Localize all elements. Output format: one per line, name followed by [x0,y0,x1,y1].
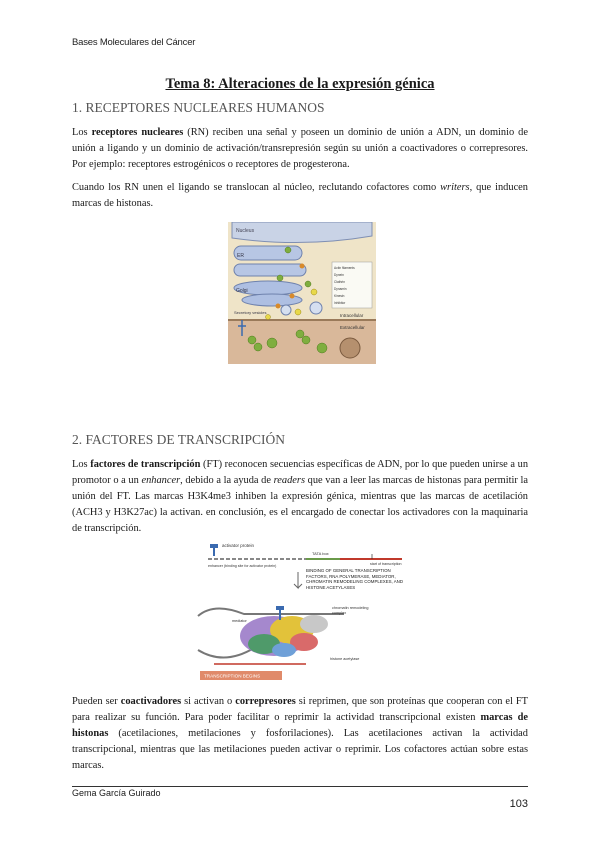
section-2-heading: 2. FACTORES DE TRANSCRIPCIÓN [72,432,286,447]
legend-item: Kinesin [334,294,345,298]
page-title: Tema 8: Alteraciones de la expresión génica [165,76,435,92]
er-label: ER [237,253,244,259]
section-1-heading: 1. RECEPTORES NUCLEARES HUMANOS [72,100,325,115]
intracellular-label: Intracellular [340,313,364,318]
extracellular-label: Extracellular [340,325,365,330]
footer-author: Gema García Guirado [72,788,161,798]
activator-label: activator protein [222,543,255,548]
section-1-paragraph-1: Los receptores nucleares (RN) reciben una señal y poseen un dominio de unión a ADN, un dominio de unión a ligando y un dominio de activación/transrepresión según su unión a coactivadores o correpresores. Por ejemplo: receptores estrogénicos o receptores de progesterona. [72,127,528,170]
mediator-label: mediator [232,619,247,623]
acetylase-label: histone acetylase [330,657,360,661]
section-2-paragraph-1: Los factores de transcripción (FT) reconocen secuencias específicas de ADN, por lo que pueden unirse a un promotor o a un enhancer, debido a la ayuda de readers que van a leer las marcas de histonas para permitir la unión del FT. Las marcas H3K4me3 inhiben la expresión génica, mientras que las marcas de acetilación (ACH3 y H3K27ac) la activan. en conclusión, es el encargado de conectar los activadores con la maquinaria de transcripción. [72,459,529,534]
transcription-begins-banner: TRANSCRIPTION BEGINS [204,673,261,679]
legend-item: Dynein [334,273,344,277]
section-1-paragraph-2: Cuando los RN unen el ligando se translocan al núcleo, reclutando cofactores como writers, que inducen marcas de histonas. [72,182,528,209]
transcription-figure [194,542,406,682]
binding-caption: BINDING OF GENERAL TRANSCRIPTION FACTORS, RNA POLYMERASE, MEDIATOR, CHROMATIN REMODELING COMPLEXES, AND HISTONE ACETYLASES [306,568,404,590]
legend-item: Clathrin [334,280,345,284]
start-label: start of transcription [370,562,402,566]
legend-item: Actin filaments [334,266,355,270]
legend-item: Inhibitor [334,301,346,305]
footer-rule [72,786,528,787]
section-2-paragraph-2: Pueden ser coactivadores si activan o correpresores si reprimen, que son proteínas que cooperan con el FT para realizar su función. Para poder facilitar o reprimir la actividad transcripcional existen marcas de histonas (acetilaciones, metilaciones y fosforilaciones). Las acetilaciones activan la actividad transcripcional, mientras que las metilaciones pueden activar o reprimir. Los cofactores actúan sobre estas marcas. [72,696,528,771]
nuclear-receptor-figure [228,222,376,364]
vesicles-label: Secretory vesicles [234,310,267,315]
nucleus-label: Nucleus [236,228,255,234]
remodeling-label: chromatin remodeling complex [332,606,369,615]
running-header: Bases Moleculares del Cáncer [72,37,196,48]
legend-item: Dynamin [334,287,347,291]
golgi-label: Golgi [236,288,248,294]
enhancer-label: enhancer (binding site for activator protein) [208,564,277,568]
tata-box-label: TATA box [312,551,329,556]
page-number: 103 [509,798,528,810]
